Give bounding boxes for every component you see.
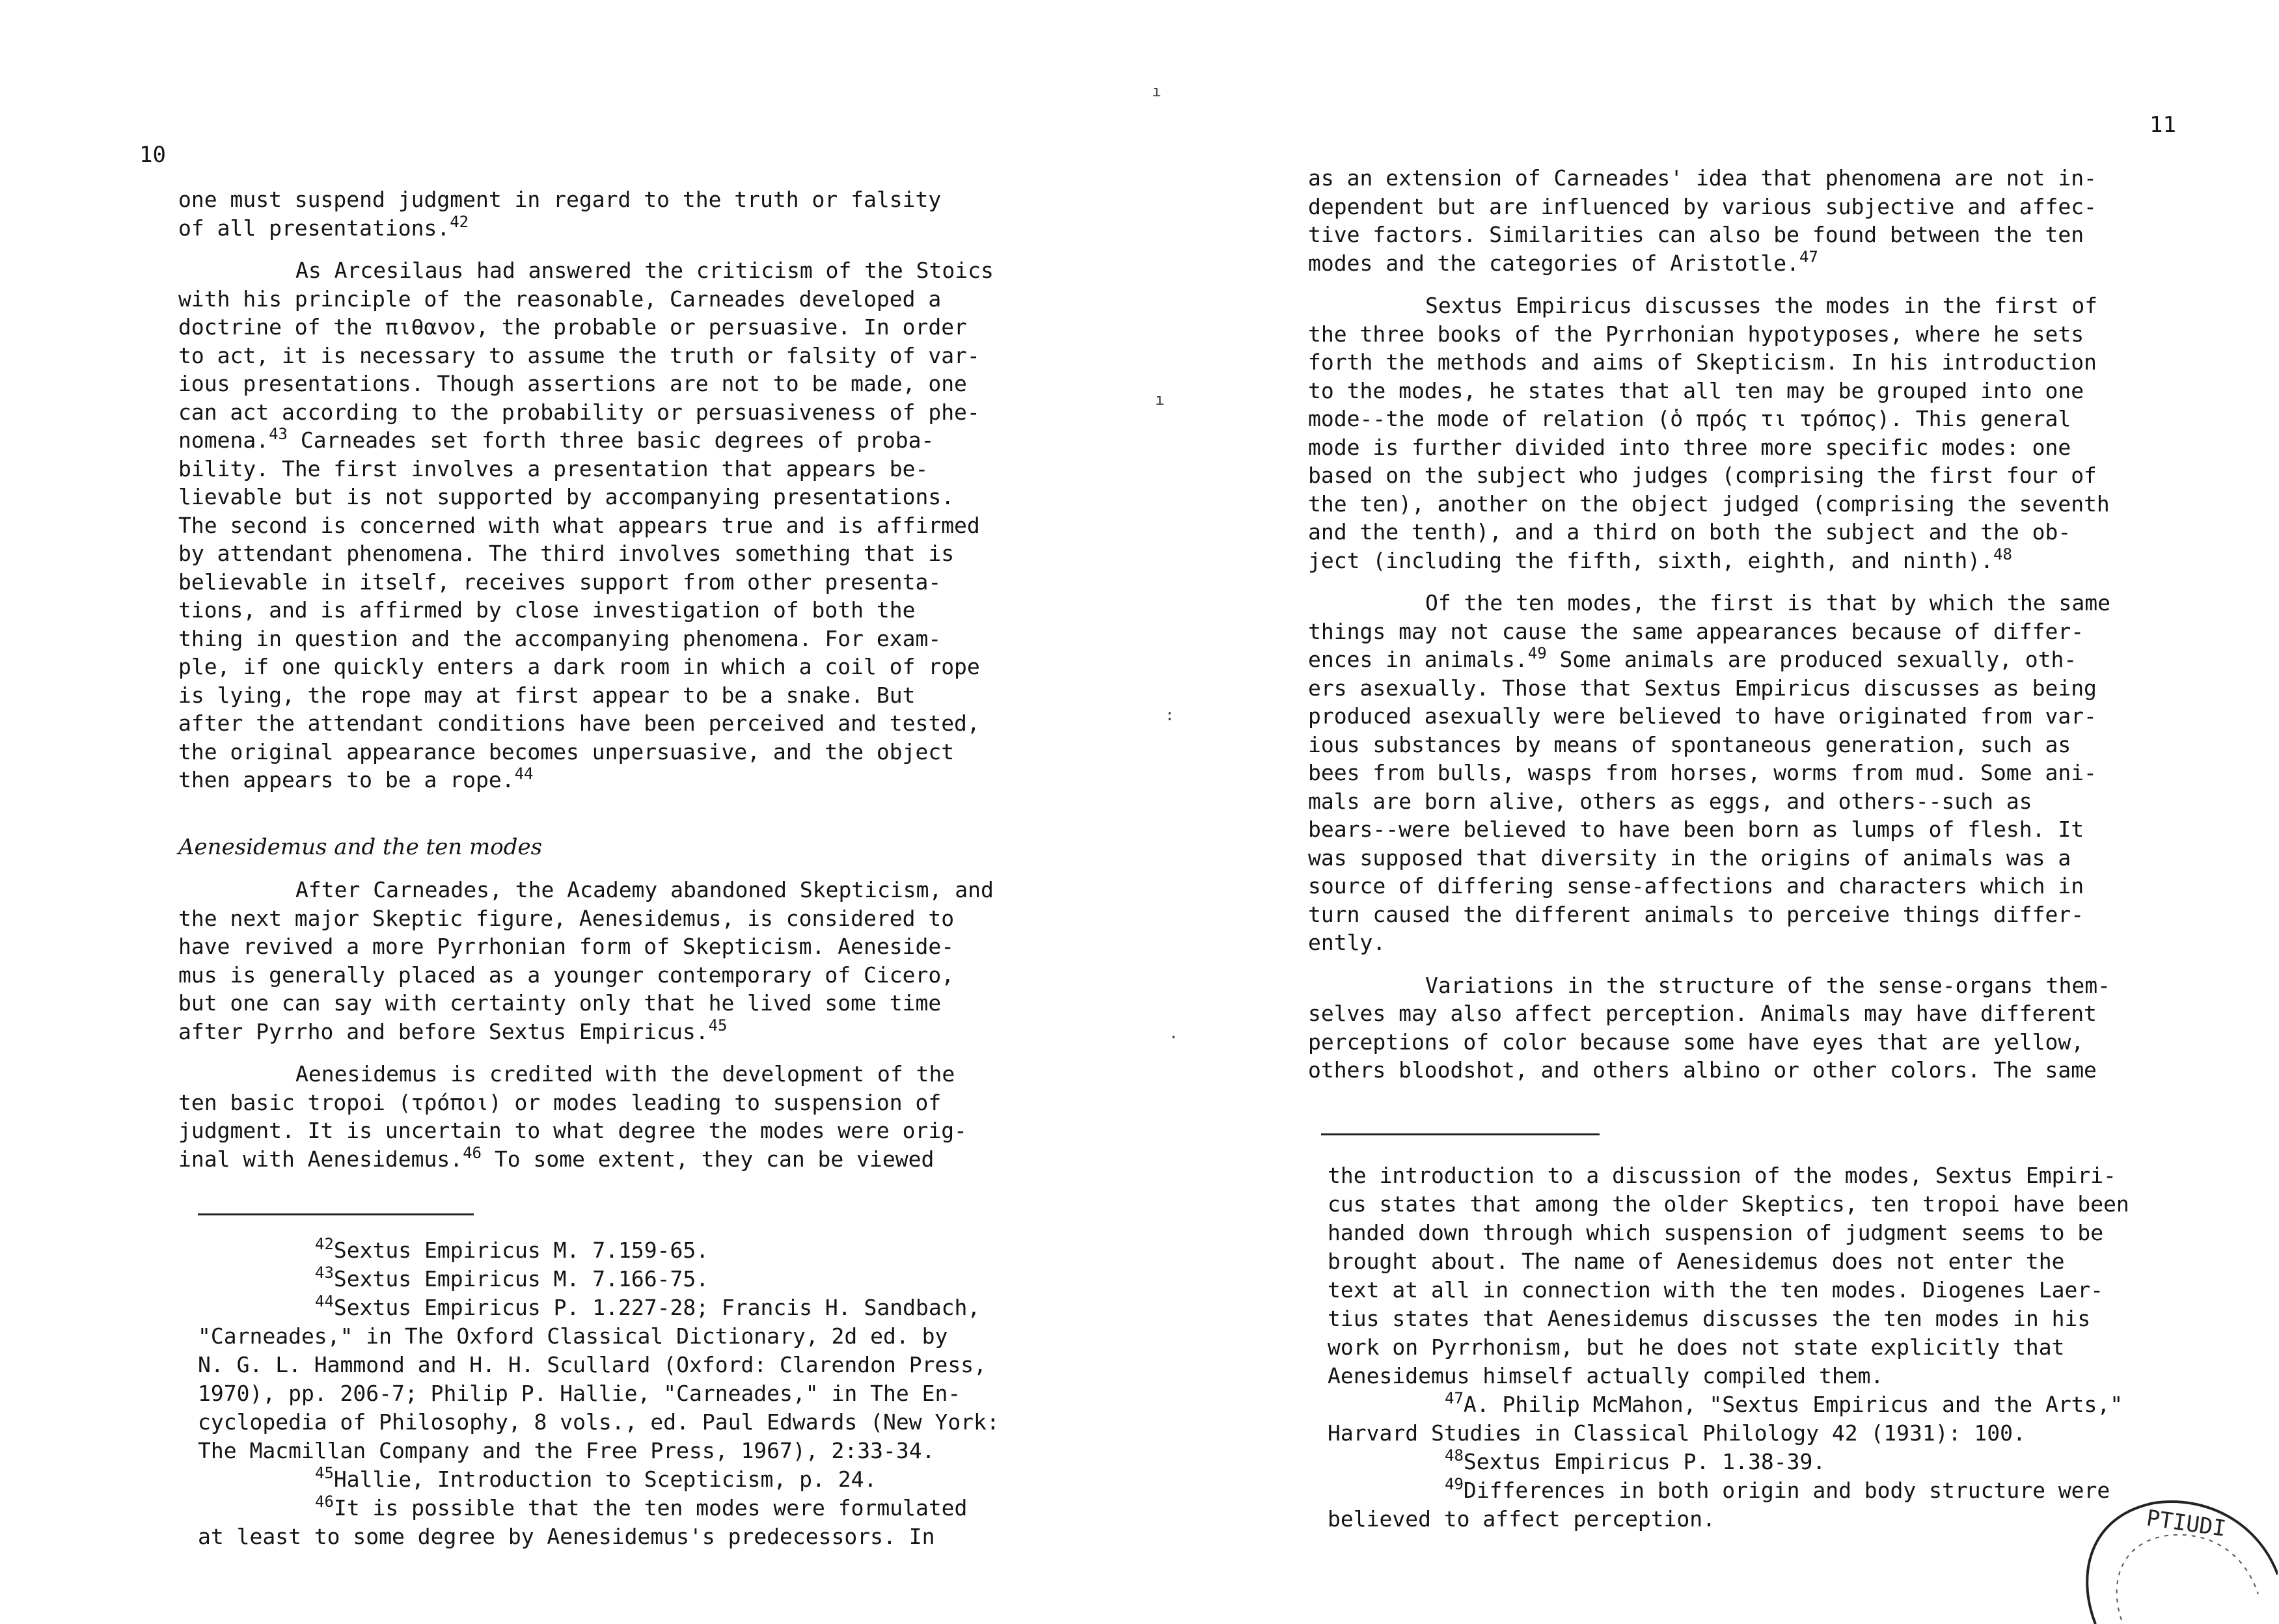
- line-text: turn caused the different animals to perceive things differ-: [1308, 901, 2084, 927]
- scan-speck: ı: [1155, 390, 1165, 409]
- text-line: [178, 511, 994, 540]
- text-line: [1308, 999, 2110, 1028]
- line-text: handed down through which suspension of judgment seems to be: [1328, 1220, 2104, 1245]
- line-text: The second is concerned with what appears true and is affirmed: [178, 512, 980, 538]
- line-text: It is possible that the ten modes were formulated: [333, 1495, 968, 1521]
- line-text: things may not cause the same appearances because of differ-: [1308, 618, 2084, 644]
- text-line: [1308, 1028, 2110, 1057]
- text-line: [1308, 589, 2110, 617]
- right-page: [1145, 0, 2279, 1624]
- scan-speck: ı: [1152, 82, 1162, 100]
- line-text: A. Philip McMahon, "Sextus Empiricus and the Arts,": [1463, 1392, 2123, 1417]
- text-line: [178, 932, 994, 961]
- line-text: doctrine of the πιθανον, the probable or persuasive. In order: [178, 314, 967, 340]
- line-text: ple, if one quickly enters a dark room in which a coil of rope: [178, 654, 980, 679]
- note-reference: 42: [450, 212, 469, 231]
- text-line: [178, 342, 994, 370]
- line-text: then appears to be a rope.: [178, 767, 515, 792]
- text-line: [1328, 1333, 2129, 1362]
- stamp-inner-ring: [2117, 1535, 2258, 1620]
- line-text: inal with Aenesidemus.: [178, 1146, 463, 1172]
- line-text: mals are born alive, others as eggs, and others--such as: [1308, 788, 2032, 814]
- line-text: to act, it is necessary to assume the truth or falsity of var-: [178, 342, 980, 368]
- text-line: [198, 1293, 1000, 1322]
- line-text: selves may also affect perception. Animals may have different: [1308, 1001, 2097, 1026]
- left-footnote-rule: [198, 1213, 474, 1215]
- text-line: [1308, 433, 2110, 462]
- line-text: the original appearance becomes unpersuasive, and the object: [178, 738, 955, 765]
- line-text: Sextus Empiricus P. 1.227-28; Francis H. Sandbach,: [333, 1295, 981, 1320]
- text-line: [178, 1116, 994, 1145]
- line-text: Variations in the structure of the sense-organs them-: [1425, 972, 2110, 998]
- text-line: [198, 1379, 1000, 1408]
- footnote-marker: 46: [315, 1493, 334, 1511]
- line-text: the next major Skeptic figure, Aenesidemus, is considered to: [178, 905, 955, 931]
- right-body-text: [1308, 164, 2110, 1085]
- text-line: [178, 455, 994, 483]
- text-line: [178, 1060, 994, 1089]
- text-line: [1328, 1190, 2129, 1219]
- text-line: [1308, 759, 2110, 787]
- line-text: Sextus Empiricus discusses the modes in the first of: [1425, 293, 2098, 318]
- footnote-marker: 42: [315, 1235, 334, 1253]
- text-line: [1328, 1448, 2129, 1476]
- note-reference: 44: [514, 765, 534, 783]
- text-line: [178, 426, 994, 455]
- line-text-continued: Some animals are produced sexually, oth-: [1546, 647, 2077, 672]
- text-line: [178, 625, 994, 653]
- text-line: [1308, 547, 2110, 575]
- text-line: [1308, 221, 2110, 249]
- line-text-continued: Carneades set forth three basic degrees of proba-: [287, 427, 935, 453]
- line-text: can act according to the probability or persuasiveness of phe-: [178, 399, 980, 425]
- line-text: to the modes, he states that all ten may be grouped into one: [1308, 377, 2084, 403]
- text-line: [1308, 702, 2110, 731]
- library-stamp: [2069, 1477, 2278, 1624]
- line-text: ences in animals.: [1308, 647, 1528, 672]
- line-text: bees from bulls, wasps from horses, worms from mud. Some ani-: [1308, 760, 2097, 785]
- line-text: but one can say with certainty only that he lived some time: [178, 990, 942, 1016]
- text-line: [1328, 1276, 2129, 1305]
- text-line: [1328, 1476, 2129, 1505]
- line-text: Sextus Empiricus M. 7.159-65.: [333, 1238, 709, 1263]
- text-line: [1308, 461, 2110, 490]
- line-text: Sextus Empiricus M. 7.166-75.: [333, 1266, 709, 1292]
- text-line: [1328, 1305, 2129, 1333]
- text-line: [198, 1265, 1000, 1293]
- line-text: cus states that among the older Skeptics, ten tropoi have been: [1328, 1191, 2129, 1217]
- line-text: nomena.: [178, 427, 269, 453]
- text-line: [178, 483, 994, 511]
- text-line: [1328, 1247, 2129, 1276]
- text-line: [1328, 1390, 2129, 1419]
- left-footnotes: [198, 1236, 1000, 1551]
- text-line: [1328, 1161, 2129, 1190]
- note-reference: 49: [1527, 644, 1547, 662]
- line-text: ers asexually. Those that Sextus Empiricus discusses as being: [1308, 675, 2097, 701]
- text-line: [178, 568, 994, 597]
- line-text: Harvard Studies in Classical Philology 42 (1931): 100.: [1328, 1420, 2026, 1446]
- line-text: text at all in connection with the ten modes. Diogenes Laer-: [1328, 1277, 2104, 1303]
- text-line: [1308, 377, 2110, 405]
- section-heading: [178, 833, 994, 862]
- note-reference: 47: [1799, 247, 1818, 266]
- text-line: [178, 214, 994, 243]
- text-line: [1308, 405, 2110, 433]
- text-line: [178, 961, 994, 990]
- text-line: [1308, 815, 2110, 844]
- text-line: [178, 398, 994, 427]
- text-line: [178, 738, 994, 766]
- line-text: source of differing sense-affections and characters which in: [1308, 873, 2084, 899]
- line-text: by attendant phenomena. The third involves something that is: [178, 541, 955, 566]
- line-text: As Arcesilaus had answered the criticism of the Stoics: [295, 258, 994, 283]
- text-line: [1308, 348, 2110, 377]
- scan-speck: ·: [1169, 1028, 1179, 1046]
- line-text: ten basic tropoi (τρόποι) or modes leading to suspension of: [178, 1089, 942, 1115]
- line-text: as an extension of Carneades' idea that phenomena are not in-: [1308, 165, 2097, 191]
- text-line: [1308, 971, 2110, 1000]
- left-body-text: [178, 185, 994, 1173]
- text-line: [178, 1018, 994, 1046]
- text-line: [1308, 1056, 2110, 1085]
- text-line: [178, 285, 994, 314]
- text-line: [1308, 164, 2110, 193]
- line-text: was supposed that diversity in the origins of animals was a: [1308, 845, 2071, 871]
- text-line: [178, 653, 994, 681]
- line-text-continued: To some extent, they can be viewed: [482, 1146, 935, 1172]
- scan-speck: :: [1165, 706, 1175, 724]
- text-line: [178, 1089, 994, 1117]
- text-line: [1308, 928, 2110, 957]
- text-line: [178, 596, 994, 625]
- text-line: [178, 185, 994, 214]
- text-line: [1328, 1219, 2129, 1247]
- text-line: [198, 1494, 1000, 1522]
- line-text: cyclopedia of Philosophy, 8 vols., ed. Paul Edwards (New York:: [198, 1409, 1000, 1435]
- right-footnote-rule: [1321, 1133, 1600, 1135]
- line-text: others bloodshot, and others albino or other colors. The same: [1308, 1057, 2097, 1083]
- text-line: [178, 370, 994, 398]
- text-line: [198, 1351, 1000, 1379]
- text-line: [198, 1408, 1000, 1437]
- text-line: [1308, 320, 2110, 349]
- line-text: Aenesidemus himself actually compiled them.: [1328, 1363, 1884, 1388]
- right-page-number: 11: [2149, 112, 2176, 138]
- note-reference: 45: [708, 1016, 728, 1035]
- text-line: [178, 989, 994, 1018]
- note-reference: 43: [269, 425, 288, 443]
- footnote-marker: 48: [1445, 1446, 1464, 1465]
- line-text: Of the ten modes, the first is that by which the same: [1425, 590, 2110, 616]
- footnote-marker: 43: [315, 1264, 334, 1282]
- note-reference: 48: [1993, 545, 2012, 563]
- line-text: 1970), pp. 206-7; Philip P. Hallie, "Carneades," in The En-: [198, 1381, 961, 1406]
- line-text: with his principle of the reasonable, Carneades developed a: [178, 286, 942, 312]
- line-text: thing in question and the accompanying phenomena. For exam-: [178, 625, 942, 651]
- text-line: [178, 904, 994, 933]
- stamp-text: PTIUDI: [2144, 1505, 2228, 1543]
- text-line: [178, 766, 994, 794]
- line-text: at least to some degree by Aenesidemus's predecessors. In: [198, 1524, 935, 1549]
- footnote-marker: 47: [1445, 1389, 1464, 1407]
- line-text: tions, and is affirmed by close investigation of both the: [178, 597, 916, 623]
- line-text: brought about. The name of Aenesidemus does not enter the: [1328, 1249, 2065, 1274]
- footnote-marker: 44: [315, 1292, 334, 1310]
- line-text: after Pyrrho and before Sextus Empiricus.: [178, 1018, 709, 1044]
- line-text: After Carneades, the Academy abandoned Skepticism, and: [295, 877, 994, 902]
- footnote-marker: 45: [315, 1464, 334, 1482]
- line-text: the ten), another on the object judged (comprising the seventh: [1308, 491, 2110, 517]
- text-line: [1328, 1505, 2129, 1534]
- text-line: [198, 1236, 1000, 1265]
- line-text: lievable but is not supported by accompanying presentations.: [178, 484, 955, 509]
- line-text: believable in itself, receives support from other presenta-: [178, 569, 942, 595]
- line-text: of all presentations.: [178, 215, 450, 241]
- text-line: [1308, 900, 2110, 929]
- line-text: Aenesidemus and the ten modes: [178, 833, 543, 860]
- text-line: [178, 1145, 994, 1174]
- text-line: [1308, 872, 2110, 900]
- line-text: the introduction to a discussion of the modes, Sextus Empiri-: [1328, 1163, 2116, 1188]
- text-line: [1308, 490, 2110, 519]
- line-text: mus is generally placed as a younger contemporary of Cicero,: [178, 962, 955, 988]
- text-line: [198, 1322, 1000, 1351]
- text-line: [1328, 1362, 2129, 1390]
- line-text: the three books of the Pyrrhonian hypotyposes, where he sets: [1308, 321, 2084, 347]
- line-text: after the attendant conditions have been perceived and tested,: [178, 710, 980, 736]
- line-text: and the tenth), and a third on both the subject and the ob-: [1308, 519, 2071, 545]
- text-line: [178, 709, 994, 738]
- text-line: [178, 539, 994, 568]
- line-text: "Carneades," in The Oxford Classical Dictionary, 2d ed. by: [198, 1323, 948, 1349]
- text-line: [1308, 617, 2110, 646]
- line-text: produced asexually were believed to have originated from var-: [1308, 703, 2097, 729]
- line-text: N. G. L. Hammond and H. H. Scullard (Oxford: Clarendon Press,: [198, 1352, 987, 1377]
- line-text: believed to affect perception.: [1328, 1506, 1716, 1532]
- line-text: ently.: [1308, 930, 1386, 955]
- line-text: work on Pyrrhonism, but he does not state explicitly that: [1328, 1334, 2065, 1360]
- line-text: based on the subject who judges (comprising the first four of: [1308, 463, 2097, 488]
- note-reference: 46: [463, 1143, 482, 1162]
- text-line: [178, 313, 994, 342]
- left-page-number: 10: [139, 142, 166, 168]
- text-line: [1308, 645, 2110, 674]
- text-line: [1328, 1419, 2129, 1448]
- text-line: [1308, 787, 2110, 816]
- line-text: dependent but are influenced by various subjective and affec-: [1308, 193, 2097, 219]
- text-line: [198, 1522, 1000, 1551]
- line-text: have revived a more Pyrrhonian form of Skepticism. Aeneside-: [178, 934, 955, 959]
- footnote-marker: 49: [1445, 1475, 1464, 1493]
- line-text: mode--the mode of relation (ὁ πρός τι τρόπος). This general: [1308, 406, 2071, 431]
- text-line: [178, 681, 994, 710]
- line-text: bility. The first involves a presentation that appears be-: [178, 455, 929, 481]
- text-line: [178, 256, 994, 285]
- text-line: [1308, 731, 2110, 759]
- text-line: [1308, 193, 2110, 221]
- line-text: tius states that Aenesidemus discusses the ten modes in his: [1328, 1306, 2091, 1331]
- line-text: perceptions of color because some have eyes that are yellow,: [1308, 1029, 2084, 1055]
- line-text: bears--were believed to have been born as lumps of flesh. It: [1308, 817, 2084, 842]
- text-line: [1308, 249, 2110, 278]
- right-footnotes: [1328, 1161, 2129, 1534]
- line-text: Sextus Empiricus P. 1.38-39.: [1463, 1449, 1826, 1474]
- line-text: Hallie, Introduction to Scepticism, p. 24.: [333, 1467, 877, 1492]
- line-text: The Macmillan Company and the Free Press, 1967), 2:33-34.: [198, 1438, 935, 1463]
- line-text: judgment. It is uncertain to what degree the modes were orig-: [178, 1118, 967, 1143]
- text-line: [1308, 674, 2110, 703]
- line-text: ject (including the fifth, sixth, eighth, and ninth).: [1308, 547, 1993, 573]
- line-text: Aenesidemus is credited with the development of the: [295, 1061, 955, 1087]
- line-text: modes and the categories of Aristotle.: [1308, 250, 1799, 276]
- text-line: [1308, 844, 2110, 873]
- line-text: forth the methods and aims of Skepticism. In his introduction: [1308, 349, 2097, 375]
- text-line: [198, 1465, 1000, 1494]
- line-text: ious substances by means of spontaneous generation, such as: [1308, 731, 2071, 757]
- text-line: [178, 876, 994, 904]
- line-text: is lying, the rope may at first appear to be a snake. But: [178, 682, 916, 708]
- line-text: ious presentations. Though assertions are not to be made, one: [178, 371, 967, 396]
- line-text: one must suspend judgment in regard to the truth or falsity: [178, 187, 942, 212]
- text-line: [1308, 291, 2110, 320]
- line-text: mode is further divided into three more specific modes: one: [1308, 434, 2071, 460]
- text-line: [1308, 518, 2110, 547]
- line-text: tive factors. Similarities can also be found between the ten: [1308, 222, 2084, 247]
- line-text: Differences in both origin and body structure were: [1463, 1478, 2110, 1503]
- text-line: [198, 1437, 1000, 1465]
